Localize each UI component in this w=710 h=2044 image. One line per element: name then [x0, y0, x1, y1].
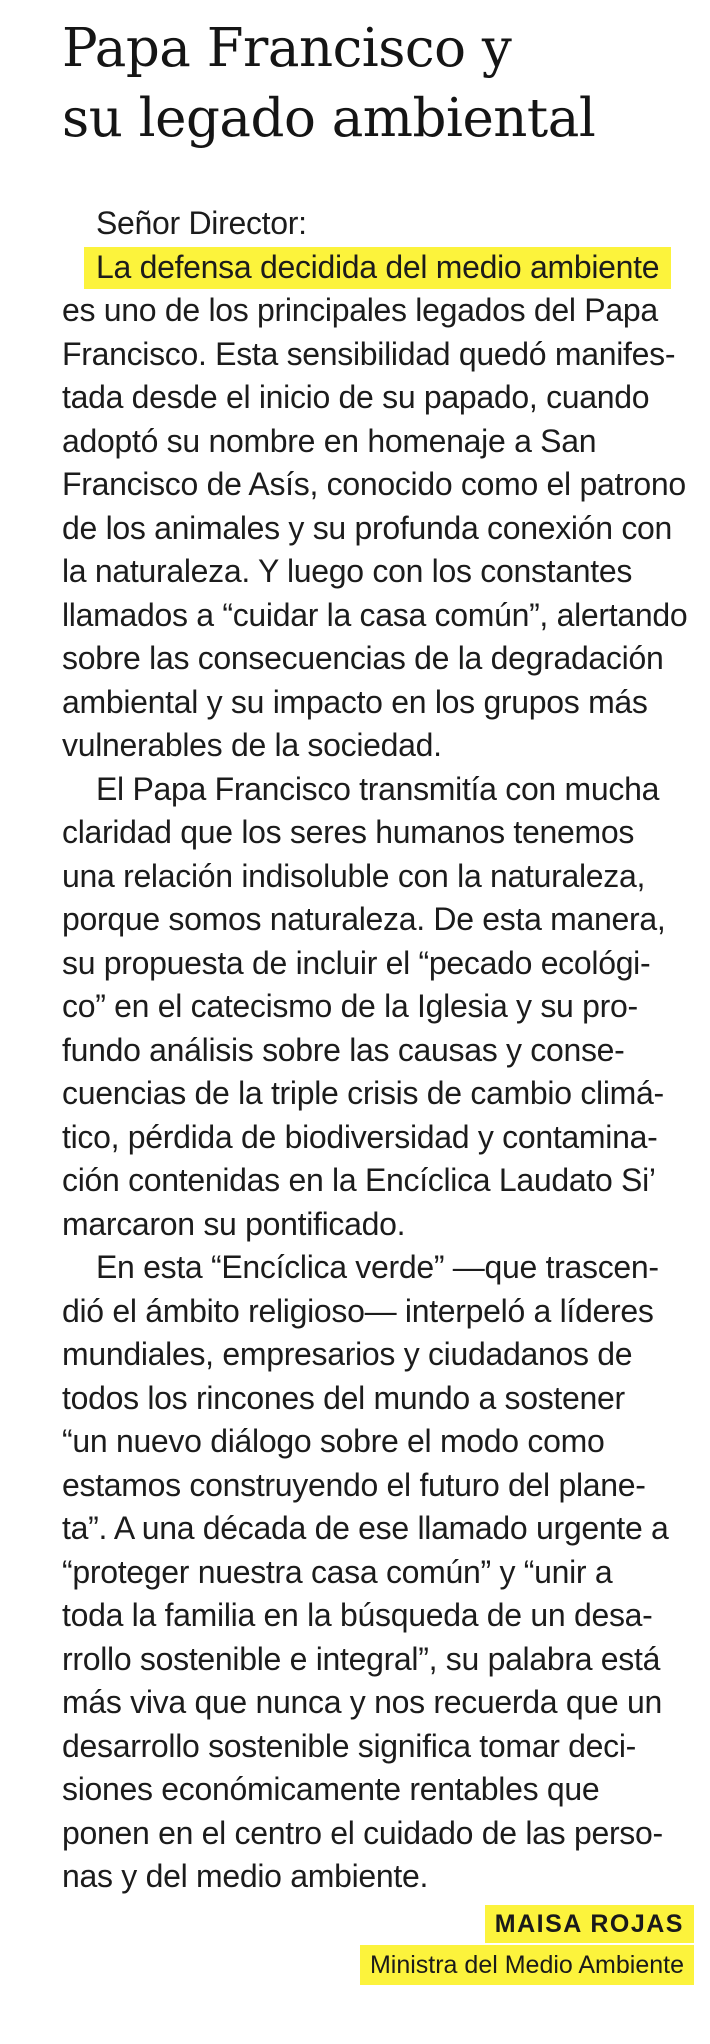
text-line: ción contenidas en la Encíclica Laudato Si’: [62, 1162, 656, 1198]
headline-line-2: su legado ambiental: [62, 88, 596, 149]
text-line: Francisco de Asís, conocido como el patrono: [62, 466, 686, 502]
article-headline: [62, 14, 682, 154]
text-line: ponen en el centro el cuidado de las perso-: [62, 1814, 663, 1851]
text-line: más viva que nunca y nos recuerda que un: [62, 1684, 662, 1720]
text-line: tico, pérdida de biodiversidad y contamina-: [62, 1118, 658, 1155]
letter-body: [62, 202, 702, 1899]
text-line: toda la familia en la búsqueda de un desa-: [62, 1597, 653, 1633]
text-line: claridad que los seres humanos tenemos: [62, 814, 635, 850]
text-line: adoptó su nombre en homenaje a San: [62, 422, 597, 459]
text-line: ta”. A una década de ese llamado urgente a: [62, 1510, 669, 1546]
text-line: cuencias de la triple crisis de cambio climá-: [62, 1075, 664, 1111]
text-line: desarrollo sostenible significa tomar deci-: [62, 1727, 637, 1764]
text-line: una relación indisoluble con la naturaleza,: [62, 857, 646, 894]
text-line: porque somos naturaleza. De esta manera,: [62, 901, 666, 937]
signature-block: [360, 1905, 694, 1985]
text-line: nas y del medio ambiente.: [62, 1858, 429, 1894]
text-line: vulnerables de la sociedad.: [62, 727, 442, 763]
text-line: todos los rincones del mundo a sostener: [62, 1379, 625, 1416]
text-line: ambiental y su impacto en los grupos más: [62, 683, 648, 720]
text-line: siones económicamente rentables que: [62, 1771, 600, 1807]
headline-line-1: Papa Francisco y: [62, 18, 512, 79]
text-line: tada desde el inicio de su papado, cuando: [62, 379, 650, 415]
text-line: es uno de los principales legados del Papa: [62, 292, 658, 328]
text-line: llamados a “cuidar la casa común”, alertando: [62, 596, 688, 633]
text-line: rrollo sostenible e integral”, su palabra está: [62, 1640, 661, 1677]
text-line: estamos construyendo el futuro del plane-: [62, 1466, 646, 1503]
text-line: co” en el catecismo de la Iglesia y su pro-: [62, 988, 638, 1024]
highlighted-opening: La defensa decidida del medio ambiente: [96, 247, 659, 289]
text-line: la naturaleza. Y luego con los constantes: [62, 553, 633, 589]
author-title: Ministra del Medio Ambiente: [360, 1945, 694, 1985]
salutation: Señor Director:: [96, 205, 307, 241]
text-line: marcaron su pontificado.: [62, 1205, 406, 1242]
text-line: dió el ámbito religioso— interpeló a líderes: [62, 1292, 654, 1329]
text-line: su propuesta de incluir el “pecado ecológi-: [62, 944, 651, 981]
text-line: Francisco. Esta sensibilidad quedó manifes-: [62, 335, 676, 372]
text-line: “un nuevo diálogo sobre el modo como: [62, 1423, 605, 1459]
text-line: sobre las consecuencias de la degradación: [62, 640, 664, 676]
text-line: “proteger nuestra casa común” y “unir a: [62, 1553, 613, 1590]
text-line: mundiales, empresarios y ciudadanos de: [62, 1336, 633, 1372]
text-line: fundo análisis sobre las causas y conse-: [62, 1031, 625, 1068]
highlighted-line: [62, 246, 702, 290]
text-line: de los animales y su profunda conexión con: [62, 509, 673, 546]
paragraph-start: En esta “Encíclica verde” —que trascen-: [96, 1249, 659, 1285]
author-name: MAISA ROJAS: [485, 1905, 694, 1943]
paragraph-start: El Papa Francisco transmitía con mucha: [96, 770, 660, 807]
